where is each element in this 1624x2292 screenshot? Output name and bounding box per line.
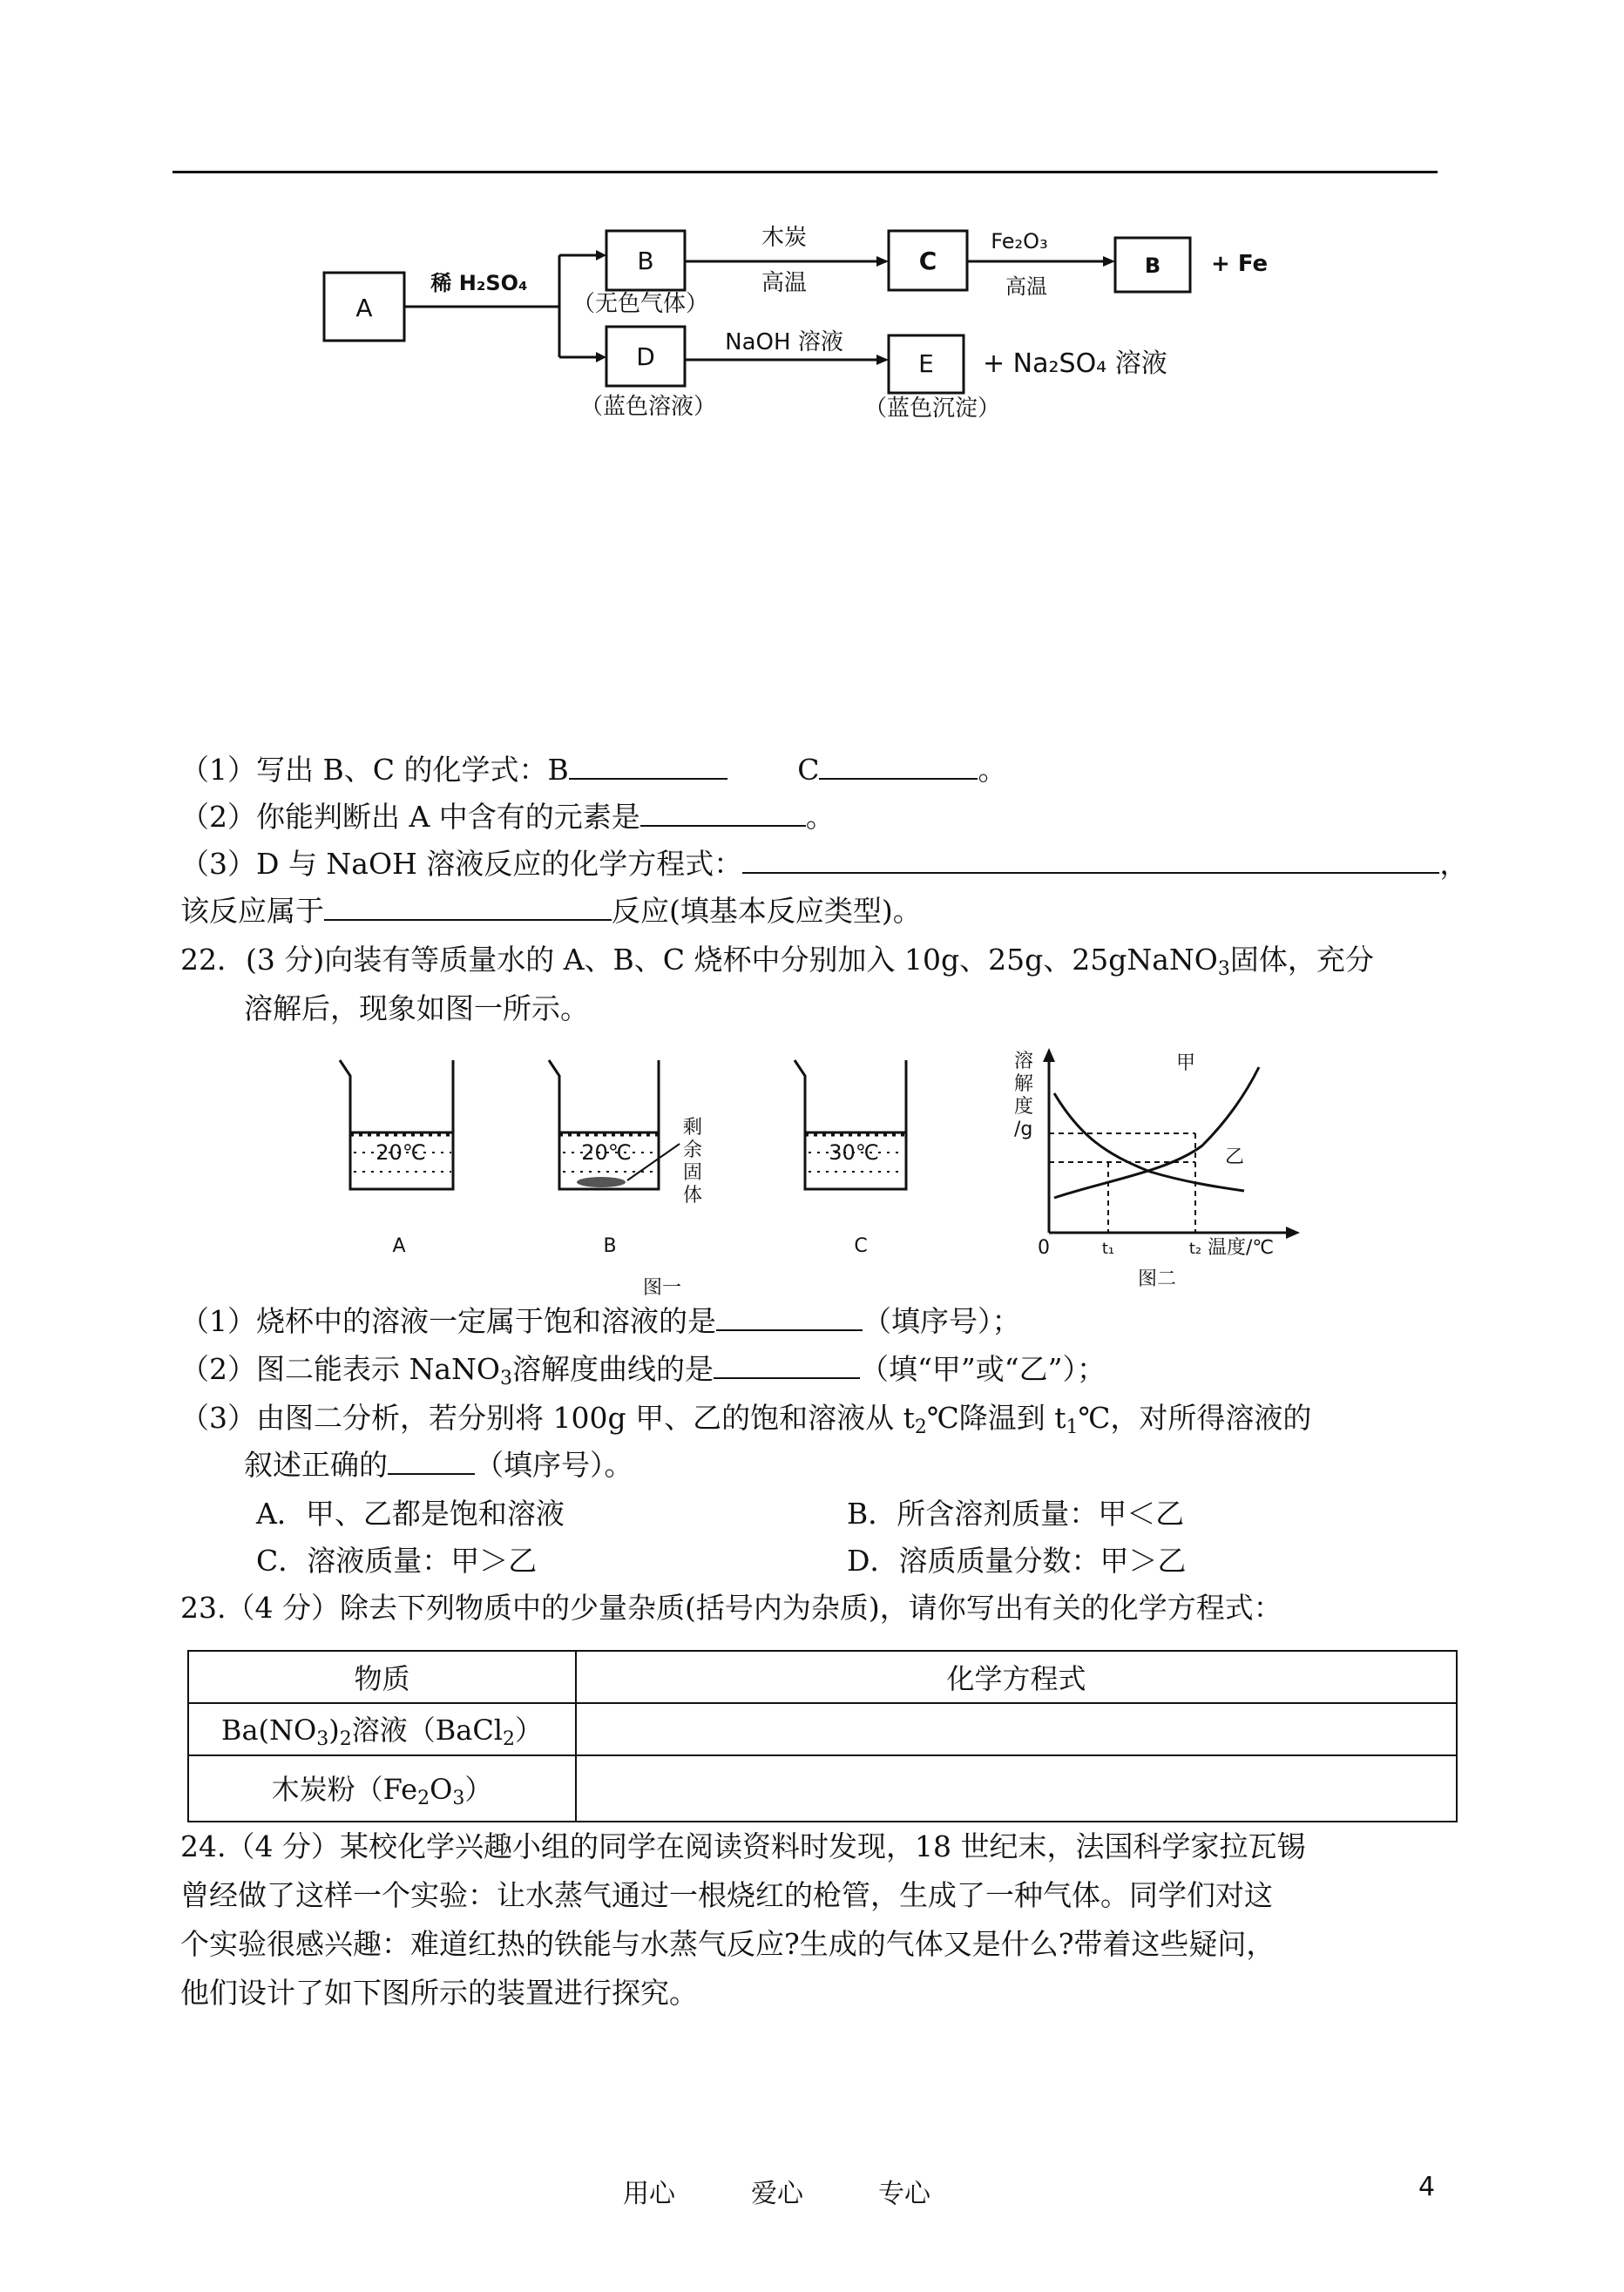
arrow-bc-top: 木炭 [761, 225, 808, 251]
footer-word-1: 用心 [623, 2179, 675, 2209]
svg-text:20℃: 20℃ [581, 1140, 632, 1165]
svg-text:图一: 图一 [642, 1277, 682, 1298]
blank-saturated[interactable] [716, 1303, 863, 1331]
footer-word-2: 爱心 [751, 2179, 803, 2209]
svg-text:图二: 图二 [1137, 1268, 1177, 1290]
q22-line2: 溶解后，现象如图一所示。 [244, 991, 589, 1025]
svg-text:t₁: t₁ [1101, 1240, 1115, 1258]
arrow-cb-top: Fe₂O₃ [991, 229, 1048, 254]
q22-line1: 22．(3 分)向装有等质量水的 A、B、C 烧杯中分别加入 10g、25g、25gNaNO$_3$固体，充分 [180, 943, 1374, 980]
plus-fe: + Fe [1211, 251, 1269, 277]
q22-option-a: A．甲、乙都是饱和溶液 [256, 1497, 565, 1531]
figure-one-beakers [331, 1050, 958, 1298]
q24-line4: 他们设计了如下图所示的装置进行探究。 [180, 1976, 698, 2010]
q23-intro: 23.（4 分）除去下列物质中的少量杂质(括号内为杂质)，请你写出有关的化学方程式： [180, 1591, 1282, 1625]
q22-option-b: B．所含溶剂质量：甲＜乙 [847, 1497, 1185, 1531]
box-B-note: （无色气体） [572, 291, 709, 317]
blank-c[interactable] [819, 752, 978, 780]
arrow-cb-bottom: 高温 [1005, 274, 1047, 299]
q23-header-substance: 物质 [188, 1651, 576, 1703]
blank-correct[interactable] [388, 1447, 475, 1475]
svg-text:20℃: 20℃ [376, 1140, 426, 1165]
svg-text:A: A [392, 1235, 406, 1257]
reagent-h2so4: 稀 H₂SO₄ [430, 271, 528, 295]
q22-sub2: （2）图二能表示 NaNO$_3$溶解度曲线的是 （填“甲”或“乙”）； [180, 1352, 1106, 1389]
svg-text:剩: 剩 [683, 1117, 703, 1139]
curve-yi [1054, 1093, 1244, 1191]
svg-text:度: 度 [1014, 1096, 1034, 1118]
q22-option-d: D．溶质质量分数：甲＞乙 [847, 1544, 1187, 1578]
q22-sub1: （1）烧杯中的溶液一定属于饱和溶液的是 （填序号）； [180, 1304, 1021, 1338]
q21-line1: （1）写出 B、C 的化学式：B C 。 [180, 753, 1007, 787]
q23-header-equation: 化学方程式 [576, 1651, 1457, 1703]
figure-two-solubility [1011, 1041, 1307, 1298]
q23-row1-substance: $Ba(NO_3)_2$溶液（BaCl$_2$） [188, 1703, 576, 1755]
box-D-label: D [636, 342, 655, 371]
box-C-label: C [918, 247, 937, 275]
q23-row2-equation[interactable] [576, 1755, 1457, 1822]
q24-line3: 个实验很感兴趣：难道红热的铁能与水蒸气反应?生成的气体又是什么?带着这些疑问， [180, 1927, 1276, 1961]
arrow-de-top: NaOH 溶液 [725, 329, 843, 355]
beaker-c [795, 1060, 906, 1189]
q22-sub3-cont: 叙述正确的 （填序号）。 [244, 1448, 633, 1482]
q22-option-c: C．溶液质量：甲＞乙 [256, 1544, 538, 1578]
header-rule [173, 171, 1438, 173]
svg-text:t₂: t₂ [1188, 1240, 1202, 1258]
flow-diagram [314, 213, 1307, 440]
plus-na2so4: + Na₂SO₄ 溶液 [983, 348, 1167, 379]
blank-equation[interactable] [742, 846, 1439, 874]
blank-reaction-type[interactable] [324, 893, 612, 921]
svg-text:温度/℃: 温度/℃ [1208, 1237, 1275, 1259]
q22-sub3: （3）由图二分析，若分别将 100g 甲、乙的饱和溶液从 $t_2℃$降温到 $t_1℃$，对所得溶液的 [180, 1401, 1312, 1438]
blank-elements[interactable] [640, 799, 806, 827]
box-B2-label: B [1144, 254, 1161, 278]
q23-table [187, 1650, 1458, 1822]
blank-curve[interactable] [714, 1351, 860, 1379]
remaining-solid [577, 1177, 626, 1187]
blank-b[interactable] [569, 752, 727, 780]
q21-line3: （3）D 与 NaOH 溶液反应的化学方程式： ， [180, 847, 1469, 881]
svg-text:0: 0 [1038, 1237, 1050, 1259]
box-E-label: E [918, 349, 934, 378]
box-A-label: A [355, 294, 373, 322]
page-number: 4 [1418, 2172, 1436, 2202]
svg-text:余: 余 [683, 1139, 703, 1161]
svg-text:溶: 溶 [1014, 1051, 1034, 1072]
q23-row2-substance: 木炭粉$(Fe_2O_3)$ [188, 1755, 576, 1822]
svg-text:C: C [854, 1235, 868, 1257]
svg-text:/g: /g [1014, 1119, 1033, 1140]
svg-text:体: 体 [683, 1185, 703, 1207]
svg-text:甲: 甲 [1176, 1052, 1196, 1074]
q24-line1: 24.（4 分）某校化学兴趣小组的同学在阅读资料时发现，18 世纪末，法国科学家拉瓦锡 [180, 1829, 1306, 1863]
svg-text:固: 固 [683, 1162, 703, 1184]
svg-text:B: B [603, 1235, 617, 1257]
box-D-note: （蓝色溶液） [579, 394, 717, 420]
q21-line2: （2）你能判断出 A 中含有的元素是 。 [180, 800, 835, 834]
beaker-a [340, 1060, 453, 1189]
q24-line2: 曾经做了这样一个实验：让水蒸气通过一根烧红的枪管，生成了一种气体。同学们对这 [180, 1878, 1273, 1912]
arrow-bc-bottom: 高温 [761, 270, 808, 296]
q21-line4: 该反应属于 反应(填基本反应类型)。 [180, 894, 922, 928]
box-B-label: B [637, 247, 654, 275]
q23-row1-equation[interactable] [576, 1703, 1457, 1755]
footer-word-3: 专心 [878, 2179, 930, 2209]
svg-text:乙: 乙 [1225, 1146, 1245, 1168]
box-E-note: （蓝色沉淀） [863, 396, 1001, 422]
svg-text:30℃: 30℃ [829, 1140, 879, 1165]
svg-text:解: 解 [1014, 1073, 1034, 1095]
